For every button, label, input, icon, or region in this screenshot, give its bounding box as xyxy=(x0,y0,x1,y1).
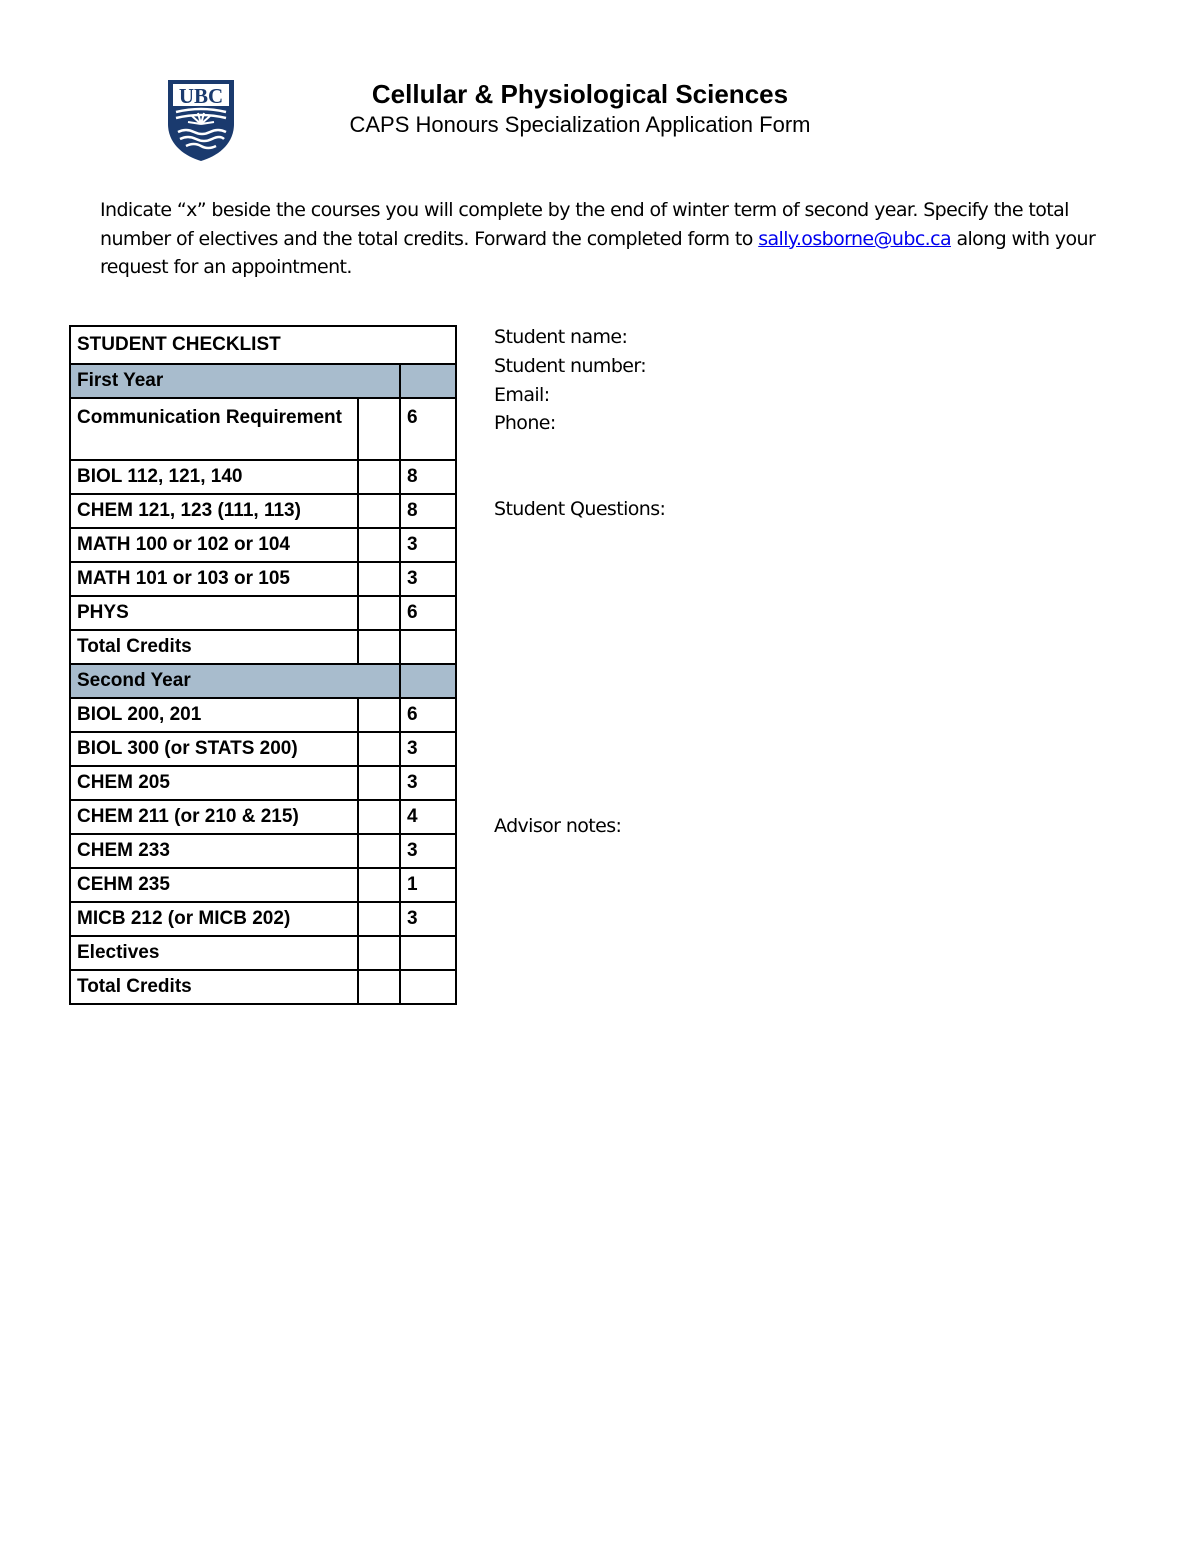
credits-cell: 3 xyxy=(400,902,456,936)
checklist-row xyxy=(70,698,456,732)
instructions-text-end: along with your request for an appointment. xyxy=(100,227,1096,278)
second-year-section-row xyxy=(70,664,456,698)
checkmark-cell[interactable] xyxy=(358,766,400,800)
checklist-row xyxy=(70,732,456,766)
credits-cell: 8 xyxy=(400,494,456,528)
instructions-paragraph xyxy=(100,196,1100,282)
second-year-heading: Second Year xyxy=(70,664,400,698)
first-year-heading: First Year xyxy=(70,364,400,398)
email-link[interactable]: sally.osborne@ubc.ca xyxy=(758,227,951,250)
checkmark-cell[interactable] xyxy=(358,834,400,868)
credits-cell: 6 xyxy=(400,596,456,630)
course-name: MATH 100 or 102 or 104 xyxy=(70,528,358,562)
credits-cell: 6 xyxy=(400,698,456,732)
page-title: Cellular & Physiological Sciences xyxy=(371,79,789,109)
checklist-row xyxy=(70,970,456,1004)
first-year-section-row xyxy=(70,364,456,398)
checkmark-cell[interactable] xyxy=(358,596,400,630)
student-name-label: Student name: xyxy=(494,326,628,348)
course-name: Electives xyxy=(70,936,358,970)
credits-cell: 3 xyxy=(400,732,456,766)
checklist-row xyxy=(70,834,456,868)
phone-label: Phone: xyxy=(494,412,556,434)
credits-cell: 1 xyxy=(400,868,456,902)
credits-cell: 3 xyxy=(400,562,456,596)
checkmark-cell[interactable] xyxy=(358,800,400,834)
checkmark-cell[interactable] xyxy=(358,732,400,766)
email-label: Email: xyxy=(494,384,550,406)
checkmark-cell[interactable] xyxy=(358,460,400,494)
first-year-heading-cell xyxy=(400,364,456,398)
course-name: Total Credits xyxy=(70,970,358,1004)
credits-cell: 8 xyxy=(400,460,456,494)
second-year-heading-cell xyxy=(400,664,456,698)
course-name: CHEM 121, 123 (111, 113) xyxy=(70,494,358,528)
checklist-row xyxy=(70,460,456,494)
credits-cell[interactable] xyxy=(400,970,456,1004)
credits-cell: 3 xyxy=(400,528,456,562)
course-name: BIOL 200, 201 xyxy=(70,698,358,732)
checkmark-cell[interactable] xyxy=(358,698,400,732)
credits-cell[interactable] xyxy=(400,936,456,970)
checklist-row xyxy=(70,528,456,562)
student-number-label: Student number: xyxy=(494,355,647,377)
course-name: CHEM 205 xyxy=(70,766,358,800)
course-name: MATH 101 or 103 or 105 xyxy=(70,562,358,596)
checklist-row xyxy=(70,630,456,664)
logo-text: UBC xyxy=(178,84,224,108)
course-name: MICB 212 (or MICB 202) xyxy=(70,902,358,936)
checkmark-cell[interactable] xyxy=(358,562,400,596)
checkmark-cell[interactable] xyxy=(358,528,400,562)
course-name: Communication Requirement xyxy=(70,398,358,460)
student-checklist-table xyxy=(69,325,457,1005)
student-questions-label: Student Questions: xyxy=(494,498,666,520)
checklist-row xyxy=(70,902,456,936)
credits-cell: 4 xyxy=(400,800,456,834)
checklist-row xyxy=(70,800,456,834)
checklist-row xyxy=(70,494,456,528)
course-name: Total Credits xyxy=(70,630,358,664)
checkmark-cell[interactable] xyxy=(358,902,400,936)
checkmark-cell[interactable] xyxy=(358,630,400,664)
checklist-header-row xyxy=(70,326,456,364)
checkmark-cell[interactable] xyxy=(358,398,400,460)
course-name: CHEM 233 xyxy=(70,834,358,868)
checkmark-cell[interactable] xyxy=(358,936,400,970)
credits-cell: 3 xyxy=(400,766,456,800)
checklist-row xyxy=(70,596,456,630)
checklist-title: STUDENT CHECKLIST xyxy=(70,326,456,364)
credits-cell[interactable] xyxy=(400,630,456,664)
checkmark-cell[interactable] xyxy=(358,970,400,1004)
ubc-logo xyxy=(166,78,236,162)
course-name: PHYS xyxy=(70,596,358,630)
checklist-row xyxy=(70,398,456,460)
checklist-row xyxy=(70,562,456,596)
course-name: BIOL 300 (or STATS 200) xyxy=(70,732,358,766)
advisor-notes-label: Advisor notes: xyxy=(494,815,622,837)
course-name: BIOL 112, 121, 140 xyxy=(70,460,358,494)
instructions-text: Indicate “x” beside the courses you will complete by the end of winter term of second year. Specify the total number of electives and the total credits. Forward the completed form to xyxy=(100,199,1069,250)
checklist-row xyxy=(70,868,456,902)
credits-cell: 3 xyxy=(400,834,456,868)
checklist-row xyxy=(70,766,456,800)
course-name: CHEM 211 (or 210 & 215) xyxy=(70,800,358,834)
page-subtitle: CAPS Honours Specialization Application Form xyxy=(349,112,811,137)
checkmark-cell[interactable] xyxy=(358,868,400,902)
title-block xyxy=(250,78,910,140)
checklist-row xyxy=(70,936,456,970)
course-name: CEHM 235 xyxy=(70,868,358,902)
checkmark-cell[interactable] xyxy=(358,494,400,528)
credits-cell: 6 xyxy=(400,398,456,460)
